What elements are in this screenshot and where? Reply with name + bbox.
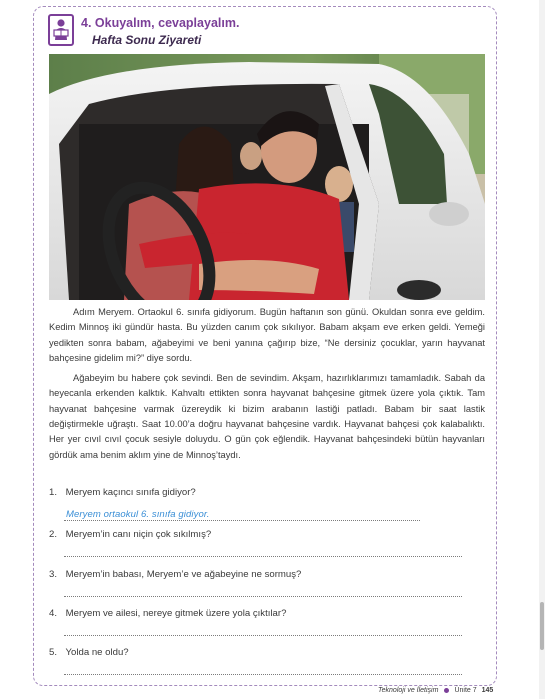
exercise-title: 4. Okuyalım, cevaplayalım. (81, 16, 240, 30)
question-number: 1. (49, 487, 58, 498)
story-title: Hafta Sonu Ziyareti (92, 33, 202, 47)
question-number: 2. (49, 529, 58, 540)
family-in-car-photo (49, 54, 485, 300)
question-number: 5. (49, 647, 58, 658)
story-paragraph: Ağabeyim bu habere çok sevindi. Ben de sevindim. Akşam, hazırlıklarımızı tamamladık. Sabah da heyecanla erkenden kalktık. Kahvaltı ettikten sonra hayvanat bahçesine gitmek üzere yola çıktık. Tam hayvanat bahçesine varmak üzereydik ki bizim arabanın lastiği patladı. Babam bir saat lastik değiştirmekle uğraştı. Saat 10.00’a doğru hayvanat bahçesine vardık. Hayvanat bahçesi çok kalabalıktı. Her yer cıvıl cıvıl çocuk sesiyle doluydu. O gün çok eğlendik. Hayvanat bahçesindeki bütün hayvanları gördük ama benim aklım yine de Minnoş’taydı. (49, 373, 485, 460)
scrollbar-track[interactable] (539, 0, 545, 699)
question-text: Yolda ne oldu? (65, 647, 129, 658)
question-number: 3. (49, 569, 58, 580)
question-5 (49, 647, 129, 658)
question-3 (49, 569, 301, 580)
answer-line-1[interactable] (64, 520, 420, 521)
answer-line-3[interactable] (64, 596, 462, 597)
answer-line-2[interactable] (64, 556, 462, 557)
page-number: 145 (481, 687, 494, 694)
question-text: Meryem’in babası, Meryem’e ve ağabeyine ne sormuş? (65, 569, 302, 580)
question-1 (49, 487, 196, 498)
question-4 (49, 608, 286, 619)
answer-line-5[interactable] (64, 674, 462, 675)
question-2 (49, 529, 211, 540)
answer-text-1: Meryem ortaokul 6. sınıfa gidiyor. (66, 509, 210, 520)
scrollbar-thumb[interactable] (540, 602, 544, 650)
page-footer (378, 687, 493, 694)
question-text: Meryem ve ailesi, nereye gitmek üzere yola çıktılar? (65, 608, 287, 619)
question-text: Meryem kaçıncı sınıfa gidiyor? (65, 487, 196, 498)
question-number: 4. (49, 608, 58, 619)
question-text: Meryem’in canı niçin çok sıkılmış? (65, 529, 212, 540)
answer-line-4[interactable] (64, 635, 462, 636)
story-paragraph: Adım Meryem. Ortaokul 6. sınıfa gidiyorum. Bugün haftanın son günü. Okuldan sonra eve geldim. Kedim Minnoş iki gündür hasta. Bu yüzden canım çok sıkılıyor. Babam akşam eve erken geldi. Yemeği yedikten sonra babam, ağabeyimi ve beni yanına çağırıp bize, “Ne dersiniz çocuklar, yarın hayvanat bahçesine gidelim mi?” diye sordu. (49, 307, 485, 363)
footer-section: Teknoloji ve İletişim (378, 687, 439, 694)
footer-dot-icon (444, 688, 449, 693)
reading-person-icon (48, 14, 74, 46)
story-text (49, 305, 485, 463)
footer-unit: Ünite 7 (454, 687, 477, 694)
